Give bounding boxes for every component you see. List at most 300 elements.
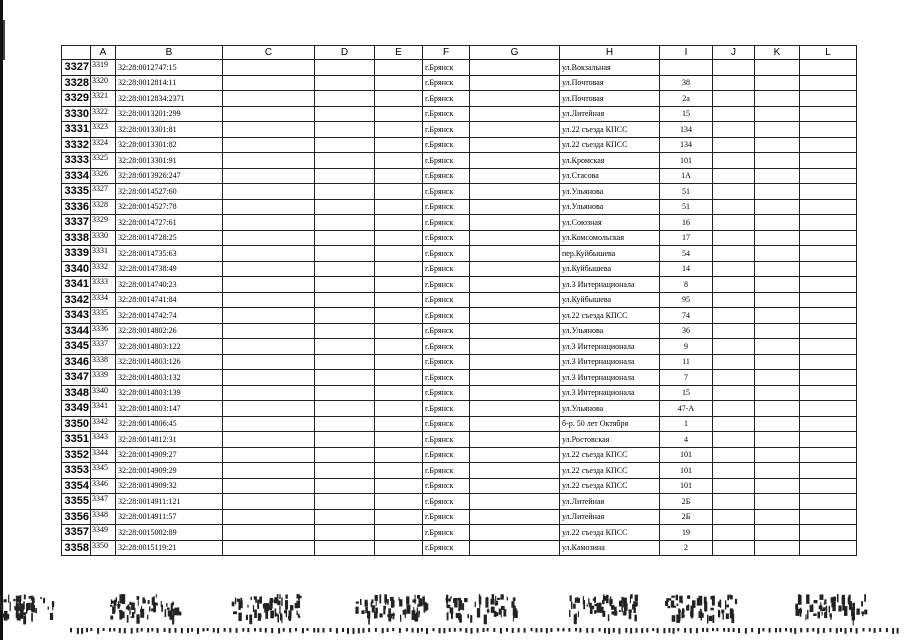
cell-l[interactable]: [800, 401, 857, 417]
row-number[interactable]: 3350: [62, 416, 91, 432]
cell-k[interactable]: [755, 137, 800, 153]
cell-a[interactable]: 3349: [91, 525, 116, 541]
cell-e[interactable]: [375, 277, 423, 293]
cell-a[interactable]: 3333: [91, 277, 116, 293]
cell-e[interactable]: [375, 122, 423, 138]
cell-l[interactable]: [800, 137, 857, 153]
cell-j[interactable]: [713, 106, 755, 122]
cell-e[interactable]: [375, 494, 423, 510]
cell-h[interactable]: ул.Ульянова: [560, 184, 660, 200]
cell-g[interactable]: [470, 308, 560, 324]
cell-g[interactable]: [470, 277, 560, 293]
cell-a[interactable]: 3350: [91, 540, 116, 556]
cell-j[interactable]: [713, 122, 755, 138]
cell-f[interactable]: г.Брянск: [423, 230, 470, 246]
cell-f[interactable]: г.Брянск: [423, 308, 470, 324]
cell-a[interactable]: 3332: [91, 261, 116, 277]
cell-i[interactable]: 2а: [660, 91, 713, 107]
cell-i[interactable]: 7: [660, 370, 713, 386]
cell-b[interactable]: 32:28:0012747:15: [116, 60, 223, 76]
cell-g[interactable]: [470, 122, 560, 138]
cell-e[interactable]: [375, 308, 423, 324]
cell-c[interactable]: [223, 199, 315, 215]
cell-c[interactable]: [223, 122, 315, 138]
corner-header[interactable]: [62, 46, 91, 60]
cell-d[interactable]: [315, 401, 375, 417]
cell-c[interactable]: [223, 323, 315, 339]
cell-a[interactable]: 3328: [91, 199, 116, 215]
cell-d[interactable]: [315, 447, 375, 463]
cell-b[interactable]: 32:28:0013926:247: [116, 168, 223, 184]
cell-h[interactable]: ул.22 съезда КПСС: [560, 122, 660, 138]
cell-i[interactable]: 15: [660, 385, 713, 401]
cell-l[interactable]: [800, 509, 857, 525]
cell-h[interactable]: ул.3 Интернационала: [560, 339, 660, 355]
cell-l[interactable]: [800, 308, 857, 324]
cell-j[interactable]: [713, 416, 755, 432]
cell-b[interactable]: 32:28:0014911:57: [116, 509, 223, 525]
cell-b[interactable]: 32:28:0014527:60: [116, 184, 223, 200]
cell-g[interactable]: [470, 292, 560, 308]
cell-l[interactable]: [800, 432, 857, 448]
cell-b[interactable]: 32:28:0014803:126: [116, 354, 223, 370]
cell-c[interactable]: [223, 509, 315, 525]
cell-i[interactable]: 2Б: [660, 509, 713, 525]
cell-c[interactable]: [223, 292, 315, 308]
cell-l[interactable]: [800, 354, 857, 370]
cell-b[interactable]: 32:28:0014911:121: [116, 494, 223, 510]
cell-f[interactable]: г.Брянск: [423, 261, 470, 277]
cell-g[interactable]: [470, 75, 560, 91]
cell-a[interactable]: 3329: [91, 215, 116, 231]
cell-f[interactable]: г.Брянск: [423, 478, 470, 494]
row-number[interactable]: 3330: [62, 106, 91, 122]
cell-c[interactable]: [223, 494, 315, 510]
cell-i[interactable]: 38: [660, 75, 713, 91]
cell-g[interactable]: [470, 246, 560, 262]
cell-i[interactable]: 74: [660, 308, 713, 324]
cell-i[interactable]: 1: [660, 416, 713, 432]
cell-b[interactable]: 32:28:0014909:29: [116, 463, 223, 479]
cell-d[interactable]: [315, 230, 375, 246]
cell-l[interactable]: [800, 292, 857, 308]
row-number[interactable]: 3332: [62, 137, 91, 153]
cell-l[interactable]: [800, 261, 857, 277]
cell-b[interactable]: 32:28:0014806:45: [116, 416, 223, 432]
cell-c[interactable]: [223, 385, 315, 401]
cell-k[interactable]: [755, 199, 800, 215]
cell-a[interactable]: 3325: [91, 153, 116, 169]
cell-d[interactable]: [315, 60, 375, 76]
cell-e[interactable]: [375, 261, 423, 277]
cell-e[interactable]: [375, 339, 423, 355]
cell-e[interactable]: [375, 447, 423, 463]
cell-g[interactable]: [470, 230, 560, 246]
cell-j[interactable]: [713, 308, 755, 324]
cell-k[interactable]: [755, 478, 800, 494]
cell-g[interactable]: [470, 199, 560, 215]
row-number[interactable]: 3347: [62, 370, 91, 386]
cell-k[interactable]: [755, 339, 800, 355]
cell-d[interactable]: [315, 75, 375, 91]
cell-a[interactable]: 3336: [91, 323, 116, 339]
cell-b[interactable]: 32:28:0014742:74: [116, 308, 223, 324]
row-number[interactable]: 3351: [62, 432, 91, 448]
cell-l[interactable]: [800, 75, 857, 91]
cell-f[interactable]: г.Брянск: [423, 60, 470, 76]
cell-j[interactable]: [713, 463, 755, 479]
cell-j[interactable]: [713, 339, 755, 355]
cell-c[interactable]: [223, 401, 315, 417]
cell-k[interactable]: [755, 277, 800, 293]
cell-k[interactable]: [755, 153, 800, 169]
cell-j[interactable]: [713, 401, 755, 417]
cell-c[interactable]: [223, 463, 315, 479]
cell-k[interactable]: [755, 308, 800, 324]
row-number[interactable]: 3352: [62, 447, 91, 463]
cell-c[interactable]: [223, 106, 315, 122]
cell-f[interactable]: г.Брянск: [423, 137, 470, 153]
cell-a[interactable]: 3340: [91, 385, 116, 401]
cell-f[interactable]: г.Брянск: [423, 184, 470, 200]
cell-h[interactable]: ул.Почтовая: [560, 75, 660, 91]
cell-d[interactable]: [315, 106, 375, 122]
cell-a[interactable]: 3326: [91, 168, 116, 184]
cell-j[interactable]: [713, 370, 755, 386]
cell-k[interactable]: [755, 463, 800, 479]
cell-d[interactable]: [315, 91, 375, 107]
column-header-d[interactable]: D: [315, 46, 375, 60]
cell-i[interactable]: 134: [660, 122, 713, 138]
cell-j[interactable]: [713, 168, 755, 184]
cell-g[interactable]: [470, 137, 560, 153]
cell-k[interactable]: [755, 230, 800, 246]
cell-d[interactable]: [315, 370, 375, 386]
row-number[interactable]: 3331: [62, 122, 91, 138]
cell-k[interactable]: [755, 447, 800, 463]
cell-i[interactable]: 19: [660, 525, 713, 541]
cell-a[interactable]: 3319: [91, 60, 116, 76]
cell-e[interactable]: [375, 354, 423, 370]
cell-f[interactable]: г.Брянск: [423, 401, 470, 417]
cell-i[interactable]: 101: [660, 463, 713, 479]
row-number[interactable]: 3358: [62, 540, 91, 556]
cell-h[interactable]: ул.Союзная: [560, 215, 660, 231]
cell-b[interactable]: 32:28:0015119:21: [116, 540, 223, 556]
cell-g[interactable]: [470, 525, 560, 541]
cell-a[interactable]: 3324: [91, 137, 116, 153]
cell-g[interactable]: [470, 463, 560, 479]
cell-b[interactable]: 32:28:0014741:84: [116, 292, 223, 308]
row-number[interactable]: 3356: [62, 509, 91, 525]
cell-k[interactable]: [755, 215, 800, 231]
cell-a[interactable]: 3337: [91, 339, 116, 355]
cell-g[interactable]: [470, 509, 560, 525]
row-number[interactable]: 3349: [62, 401, 91, 417]
cell-j[interactable]: [713, 277, 755, 293]
cell-b[interactable]: 32:28:0014909:32: [116, 478, 223, 494]
cell-l[interactable]: [800, 230, 857, 246]
cell-c[interactable]: [223, 308, 315, 324]
cell-l[interactable]: [800, 277, 857, 293]
cell-i[interactable]: 36: [660, 323, 713, 339]
cell-h[interactable]: ул.3 Интернационала: [560, 277, 660, 293]
cell-d[interactable]: [315, 277, 375, 293]
cell-l[interactable]: [800, 246, 857, 262]
cell-k[interactable]: [755, 401, 800, 417]
cell-g[interactable]: [470, 447, 560, 463]
cell-i[interactable]: 11: [660, 354, 713, 370]
cell-a[interactable]: 3334: [91, 292, 116, 308]
cell-k[interactable]: [755, 432, 800, 448]
cell-b[interactable]: 32:28:0014728:25: [116, 230, 223, 246]
cell-i[interactable]: 8: [660, 277, 713, 293]
cell-g[interactable]: [470, 478, 560, 494]
cell-c[interactable]: [223, 370, 315, 386]
cell-k[interactable]: [755, 292, 800, 308]
cell-b[interactable]: 32:28:0014803:122: [116, 339, 223, 355]
row-number[interactable]: 3341: [62, 277, 91, 293]
cell-h[interactable]: пер.Куйбышева: [560, 246, 660, 262]
cell-h[interactable]: ул.Ульянова: [560, 199, 660, 215]
cell-j[interactable]: [713, 184, 755, 200]
row-number[interactable]: 3334: [62, 168, 91, 184]
column-header-f[interactable]: F: [423, 46, 470, 60]
cell-f[interactable]: г.Брянск: [423, 432, 470, 448]
cell-d[interactable]: [315, 323, 375, 339]
column-header-j[interactable]: J: [713, 46, 755, 60]
cell-j[interactable]: [713, 509, 755, 525]
cell-i[interactable]: 1А: [660, 168, 713, 184]
cell-d[interactable]: [315, 525, 375, 541]
cell-a[interactable]: 3335: [91, 308, 116, 324]
cell-j[interactable]: [713, 323, 755, 339]
cell-l[interactable]: [800, 215, 857, 231]
column-header-k[interactable]: K: [755, 46, 800, 60]
cell-i[interactable]: 51: [660, 184, 713, 200]
cell-k[interactable]: [755, 354, 800, 370]
cell-f[interactable]: г.Брянск: [423, 416, 470, 432]
cell-b[interactable]: 32:28:0014802:26: [116, 323, 223, 339]
cell-h[interactable]: ул.22 съезда КПСС: [560, 525, 660, 541]
row-number[interactable]: 3353: [62, 463, 91, 479]
cell-c[interactable]: [223, 60, 315, 76]
cell-j[interactable]: [713, 215, 755, 231]
cell-f[interactable]: г.Брянск: [423, 277, 470, 293]
cell-f[interactable]: г.Брянск: [423, 370, 470, 386]
cell-f[interactable]: г.Брянск: [423, 463, 470, 479]
cell-l[interactable]: [800, 91, 857, 107]
cell-h[interactable]: ул.Вокзальная: [560, 60, 660, 76]
cell-l[interactable]: [800, 153, 857, 169]
cell-e[interactable]: [375, 168, 423, 184]
cell-i[interactable]: 95: [660, 292, 713, 308]
cell-k[interactable]: [755, 540, 800, 556]
cell-f[interactable]: г.Брянск: [423, 75, 470, 91]
cell-c[interactable]: [223, 230, 315, 246]
cell-f[interactable]: г.Брянск: [423, 385, 470, 401]
cell-f[interactable]: г.Брянск: [423, 323, 470, 339]
column-header-l[interactable]: L: [800, 46, 857, 60]
cell-l[interactable]: [800, 199, 857, 215]
cell-a[interactable]: 3323: [91, 122, 116, 138]
cell-f[interactable]: г.Брянск: [423, 354, 470, 370]
cell-e[interactable]: [375, 432, 423, 448]
cell-i[interactable]: 15: [660, 106, 713, 122]
cell-b[interactable]: 32:28:0014735:63: [116, 246, 223, 262]
cell-h[interactable]: ул.Ростовская: [560, 432, 660, 448]
cell-g[interactable]: [470, 168, 560, 184]
cell-e[interactable]: [375, 292, 423, 308]
cell-e[interactable]: [375, 525, 423, 541]
cell-h[interactable]: ул.3 Интернационала: [560, 385, 660, 401]
cell-d[interactable]: [315, 416, 375, 432]
cell-j[interactable]: [713, 354, 755, 370]
cell-l[interactable]: [800, 122, 857, 138]
cell-j[interactable]: [713, 137, 755, 153]
cell-k[interactable]: [755, 370, 800, 386]
cell-b[interactable]: 32:28:0014740:23: [116, 277, 223, 293]
cell-l[interactable]: [800, 525, 857, 541]
cell-l[interactable]: [800, 184, 857, 200]
cell-c[interactable]: [223, 447, 315, 463]
cell-f[interactable]: г.Брянск: [423, 509, 470, 525]
cell-e[interactable]: [375, 230, 423, 246]
cell-b[interactable]: 32:28:0014803:132: [116, 370, 223, 386]
cell-j[interactable]: [713, 153, 755, 169]
cell-d[interactable]: [315, 494, 375, 510]
cell-a[interactable]: 3327: [91, 184, 116, 200]
cell-i[interactable]: 101: [660, 478, 713, 494]
cell-f[interactable]: г.Брянск: [423, 122, 470, 138]
cell-j[interactable]: [713, 385, 755, 401]
cell-g[interactable]: [470, 354, 560, 370]
cell-j[interactable]: [713, 199, 755, 215]
cell-e[interactable]: [375, 509, 423, 525]
row-number[interactable]: 3337: [62, 215, 91, 231]
cell-b[interactable]: 32:28:0014803:147: [116, 401, 223, 417]
cell-f[interactable]: г.Брянск: [423, 292, 470, 308]
cell-i[interactable]: 2Б: [660, 494, 713, 510]
cell-a[interactable]: 3321: [91, 91, 116, 107]
cell-b[interactable]: 32:28:0014738:49: [116, 261, 223, 277]
cell-h[interactable]: ул.Комсомольская: [560, 230, 660, 246]
cell-d[interactable]: [315, 432, 375, 448]
cell-b[interactable]: 32:28:0014727:61: [116, 215, 223, 231]
column-header-i[interactable]: I: [660, 46, 713, 60]
column-header-b[interactable]: B: [116, 46, 223, 60]
cell-g[interactable]: [470, 416, 560, 432]
cell-j[interactable]: [713, 292, 755, 308]
cell-h[interactable]: ул.Ульянова: [560, 323, 660, 339]
cell-c[interactable]: [223, 168, 315, 184]
cell-h[interactable]: ул.Ульянова: [560, 401, 660, 417]
cell-j[interactable]: [713, 494, 755, 510]
cell-h[interactable]: ул.Куйбышева: [560, 292, 660, 308]
cell-h[interactable]: ул.Стасова: [560, 168, 660, 184]
row-number[interactable]: 3354: [62, 478, 91, 494]
cell-d[interactable]: [315, 246, 375, 262]
cell-k[interactable]: [755, 91, 800, 107]
row-number[interactable]: 3344: [62, 323, 91, 339]
cell-f[interactable]: г.Брянск: [423, 525, 470, 541]
cell-i[interactable]: 16: [660, 215, 713, 231]
cell-g[interactable]: [470, 323, 560, 339]
cell-j[interactable]: [713, 540, 755, 556]
cell-c[interactable]: [223, 261, 315, 277]
cell-k[interactable]: [755, 525, 800, 541]
cell-l[interactable]: [800, 323, 857, 339]
cell-f[interactable]: г.Брянск: [423, 106, 470, 122]
cell-d[interactable]: [315, 215, 375, 231]
cell-h[interactable]: ул.22 съезда КПСС: [560, 308, 660, 324]
row-number[interactable]: 3328: [62, 75, 91, 91]
cell-f[interactable]: г.Брянск: [423, 215, 470, 231]
cell-c[interactable]: [223, 246, 315, 262]
cell-d[interactable]: [315, 540, 375, 556]
cell-a[interactable]: 3347: [91, 494, 116, 510]
cell-e[interactable]: [375, 106, 423, 122]
cell-a[interactable]: 3345: [91, 463, 116, 479]
cell-f[interactable]: г.Брянск: [423, 339, 470, 355]
cell-d[interactable]: [315, 354, 375, 370]
cell-a[interactable]: 3322: [91, 106, 116, 122]
cell-h[interactable]: ул.22 съезда КПСС: [560, 137, 660, 153]
cell-e[interactable]: [375, 323, 423, 339]
cell-d[interactable]: [315, 122, 375, 138]
cell-i[interactable]: 4: [660, 432, 713, 448]
cell-l[interactable]: [800, 339, 857, 355]
cell-e[interactable]: [375, 478, 423, 494]
cell-k[interactable]: [755, 494, 800, 510]
cell-a[interactable]: 3341: [91, 401, 116, 417]
cell-b[interactable]: 32:28:0012814:11: [116, 75, 223, 91]
cell-g[interactable]: [470, 370, 560, 386]
cell-f[interactable]: г.Брянск: [423, 540, 470, 556]
cell-k[interactable]: [755, 246, 800, 262]
row-number[interactable]: 3327: [62, 60, 91, 76]
cell-f[interactable]: г.Брянск: [423, 447, 470, 463]
cell-i[interactable]: 47-А: [660, 401, 713, 417]
row-number[interactable]: 3348: [62, 385, 91, 401]
cell-d[interactable]: [315, 261, 375, 277]
cell-h[interactable]: ул.22 съезда КПСС: [560, 447, 660, 463]
cell-d[interactable]: [315, 478, 375, 494]
cell-g[interactable]: [470, 432, 560, 448]
cell-c[interactable]: [223, 153, 315, 169]
column-header-a[interactable]: A: [91, 46, 116, 60]
cell-l[interactable]: [800, 370, 857, 386]
cell-k[interactable]: [755, 106, 800, 122]
cell-b[interactable]: 32:28:0013201:299: [116, 106, 223, 122]
cell-d[interactable]: [315, 168, 375, 184]
cell-g[interactable]: [470, 494, 560, 510]
cell-e[interactable]: [375, 199, 423, 215]
cell-e[interactable]: [375, 463, 423, 479]
cell-g[interactable]: [470, 215, 560, 231]
cell-a[interactable]: 3343: [91, 432, 116, 448]
cell-e[interactable]: [375, 91, 423, 107]
cell-a[interactable]: 3346: [91, 478, 116, 494]
cell-j[interactable]: [713, 230, 755, 246]
cell-b[interactable]: 32:28:0012834:2371: [116, 91, 223, 107]
cell-i[interactable]: 9: [660, 339, 713, 355]
cell-k[interactable]: [755, 323, 800, 339]
cell-h[interactable]: б-р. 50 лет Октября: [560, 416, 660, 432]
cell-a[interactable]: 3344: [91, 447, 116, 463]
cell-i[interactable]: 134: [660, 137, 713, 153]
cell-i[interactable]: 2: [660, 540, 713, 556]
